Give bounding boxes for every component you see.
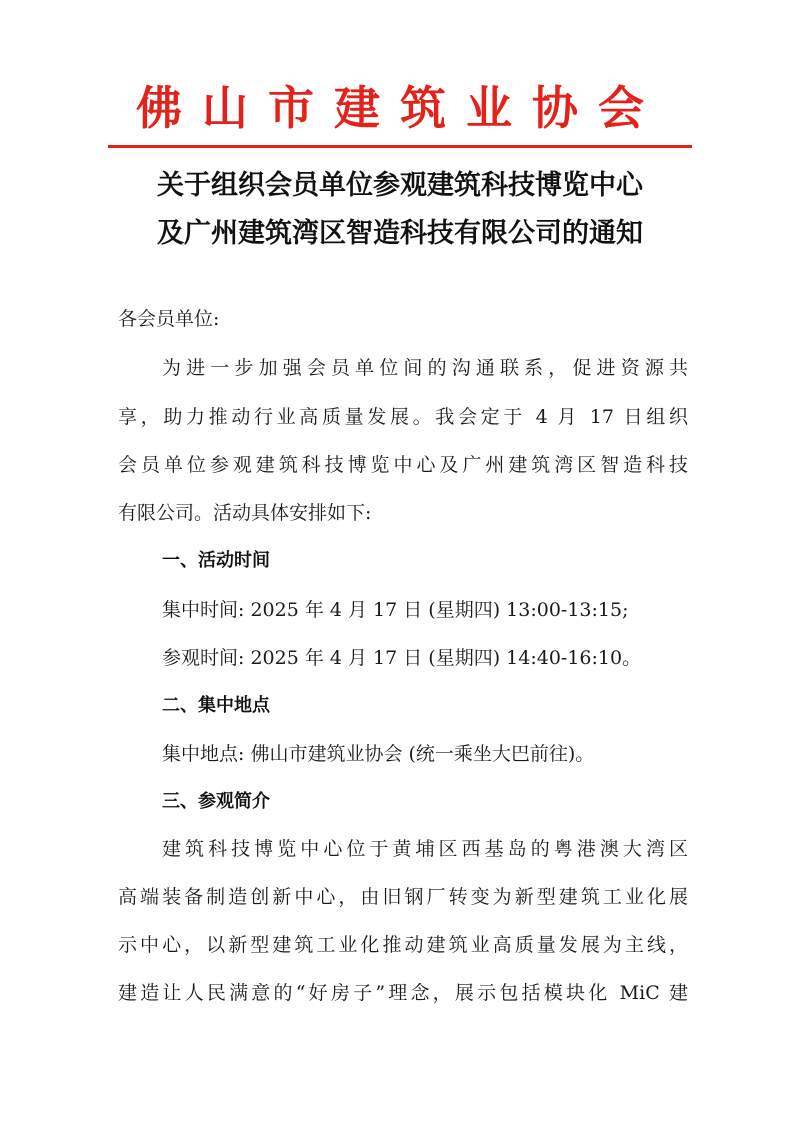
intro-line-1: 为进一步加强会员单位间的沟通联系，促进资源共 (162, 357, 688, 379)
section-1-heading: 一、活动时间 (162, 550, 270, 571)
notice-title-line-2: 及广州建筑湾区智造科技有限公司的通知 (157, 218, 643, 249)
intro-paragraph-line-1: 建筑科技博览中心位于黄埔区西基岛的粤港澳大湾区 (162, 838, 688, 860)
intro-paragraph-line-3: 示中心，以新型建筑工业化推动建筑业高质量发展为主线， (118, 934, 688, 956)
intro-line-2: 享，助力推动行业高质量发展。我会定于 4 月 17 日组织 (118, 406, 688, 428)
gather-time: 集中时间: 2025 年 4 月 17 日 (星期四) 13:00-13:15; (162, 599, 629, 621)
intro-paragraph-line-2: 高端装备制造创新中心，由旧钢厂转变为新型建筑工业化展 (118, 886, 688, 908)
notice-title-line-1: 关于组织会员单位参观建筑科技博览中心 (157, 170, 643, 201)
section-2-heading: 二、集中地点 (162, 695, 270, 716)
notice-title (60, 162, 740, 258)
gather-location: 集中地点: 佛山市建筑业协会 (统一乘坐大巴前往)。 (162, 743, 595, 765)
letterhead-red-rule (108, 145, 692, 148)
intro-line-3: 会员单位参观建筑科技博览中心及广州建筑湾区智造科技 (118, 454, 688, 476)
intro-line-4: 有限公司。活动具体安排如下: (118, 502, 372, 524)
visit-time: 参观时间: 2025 年 4 月 17 日 (星期四) 14:40-16:10。 (162, 647, 642, 669)
intro-paragraph-line-4: 建造让人民满意的“好房子”理念，展示包括模块化 MiC 建 (118, 982, 688, 1004)
section-3-heading: 三、参观简介 (162, 791, 270, 812)
letterhead-org-name: 佛山市建筑业协会 (136, 81, 664, 135)
salutation: 各会员单位: (118, 308, 220, 330)
